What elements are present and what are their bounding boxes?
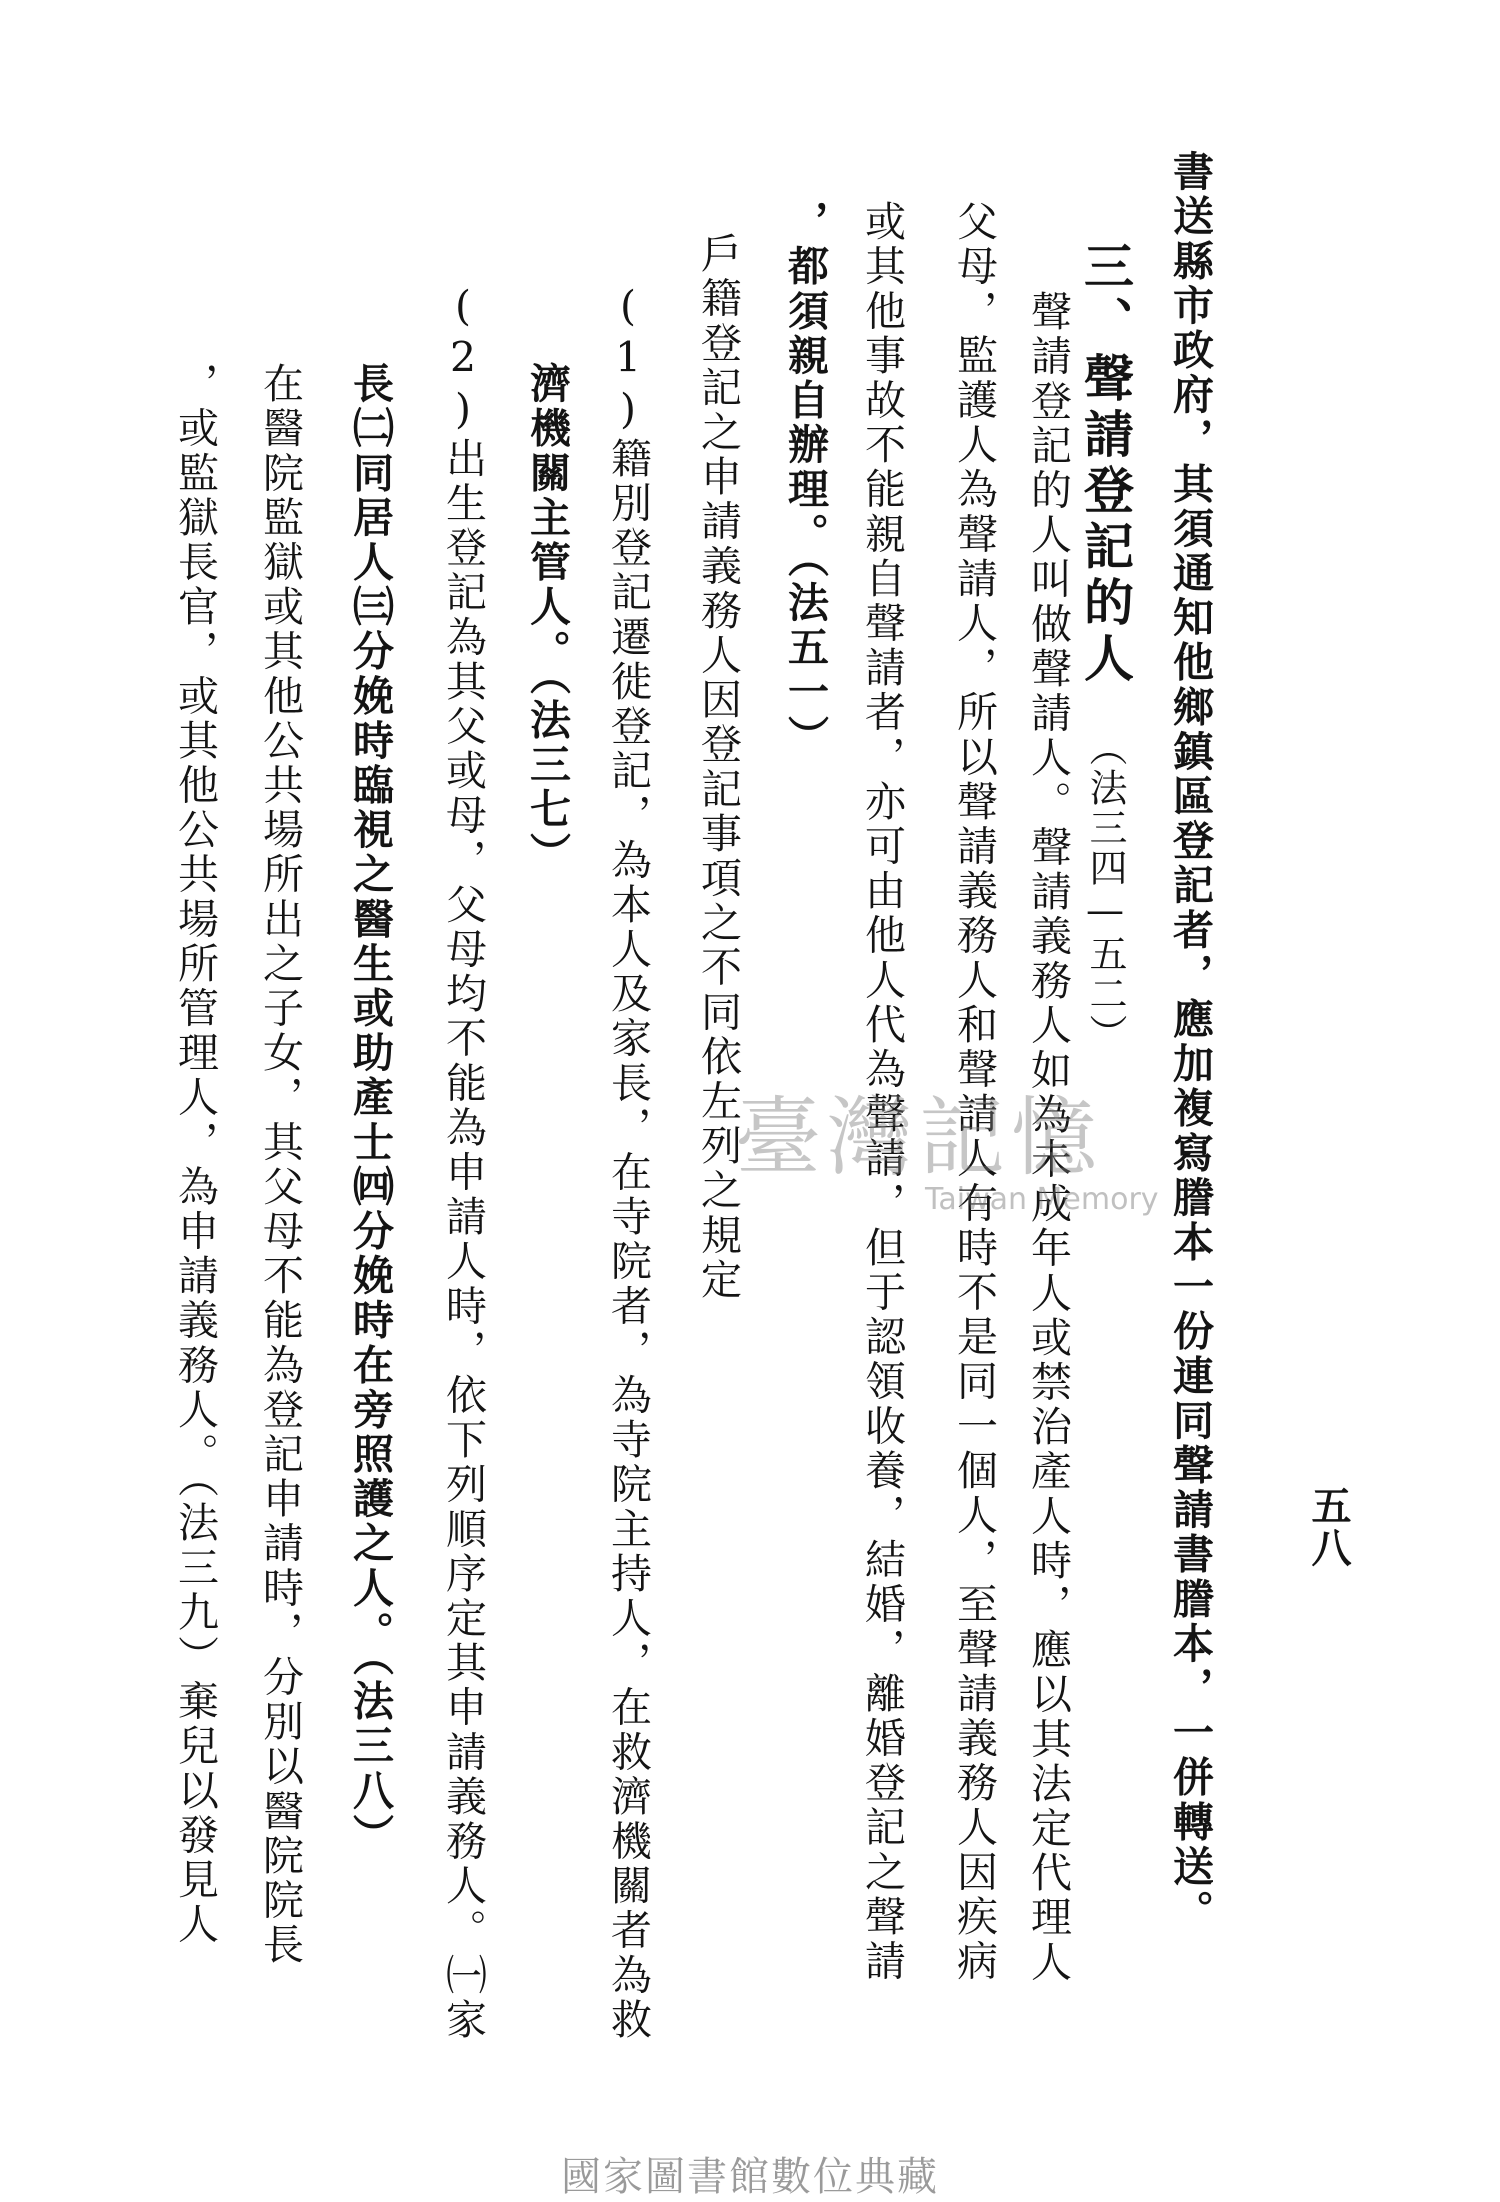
text-column-9: 濟機關主管人。（法三七） <box>523 362 571 877</box>
footer-collection-label: 國家圖書館數位典藏 <box>561 2154 939 2200</box>
section-heading-column <box>1075 240 1135 1054</box>
text-column-7: 戶籍登記之申請義務人因登記事項之不同依左列之規定 <box>694 232 742 1303</box>
text-column-5: 或其他事故不能親自聲請者，亦可由他人代為聲請，但于認領收養，結婚，離婚登記之聲請 <box>858 200 906 1984</box>
text-column-6: ，都須親自辦理。（法五一） <box>781 200 829 760</box>
text-column-10: (2)出生登記為其父或母，父母均不能為申請人時，依下列順序定其申請義務人。㈠家 <box>439 282 487 2043</box>
watermark-sub-text: Taiwan Memory <box>925 1182 1159 1217</box>
text-column-13: ，或監獄長官，或其他公共場所管理人，為申請義務人。（法三九）棄兒以發見人 <box>171 362 219 1948</box>
text-column-11: 長㈡同居人㈢分娩時臨視之醫生或助產士㈣分娩時在旁照護之人。（法三八） <box>346 362 394 1858</box>
text-column-12: 在醫院監獄或其他公共場所出之子女，其父母不能為登記申請時，分別以醫院院長 <box>256 362 304 1968</box>
text-column-8: (1)籍別登記遷徙登記，為本人及家長，在寺院者，為寺院主持人，在救濟機關者為救 <box>604 282 652 2043</box>
watermark-main-text: 臺灣記憶 <box>735 1088 1103 1188</box>
text-column-1: 書送縣市政府，其須通知他鄉鎮區登記者，應加複寫謄本一份連同聲請書謄本，一併轉送。 <box>1166 150 1214 1934</box>
section-heading: 三、聲請登記的人 <box>1076 240 1135 688</box>
text-column-3: 聲請登記的人叫做聲請人。聲請義務人如為未成年人或禁治產人時，應以其法定代理人 <box>1024 290 1072 1985</box>
section-heading-reference: （法三四—五二） <box>1083 728 1127 1054</box>
text-column-4: 父母，監護人為聲請人，所以聲請義務人和聲請人有時不是同一個人，至聲請義務人因疾病 <box>950 200 998 1984</box>
page-number: 五八 <box>1305 1485 1352 1569</box>
